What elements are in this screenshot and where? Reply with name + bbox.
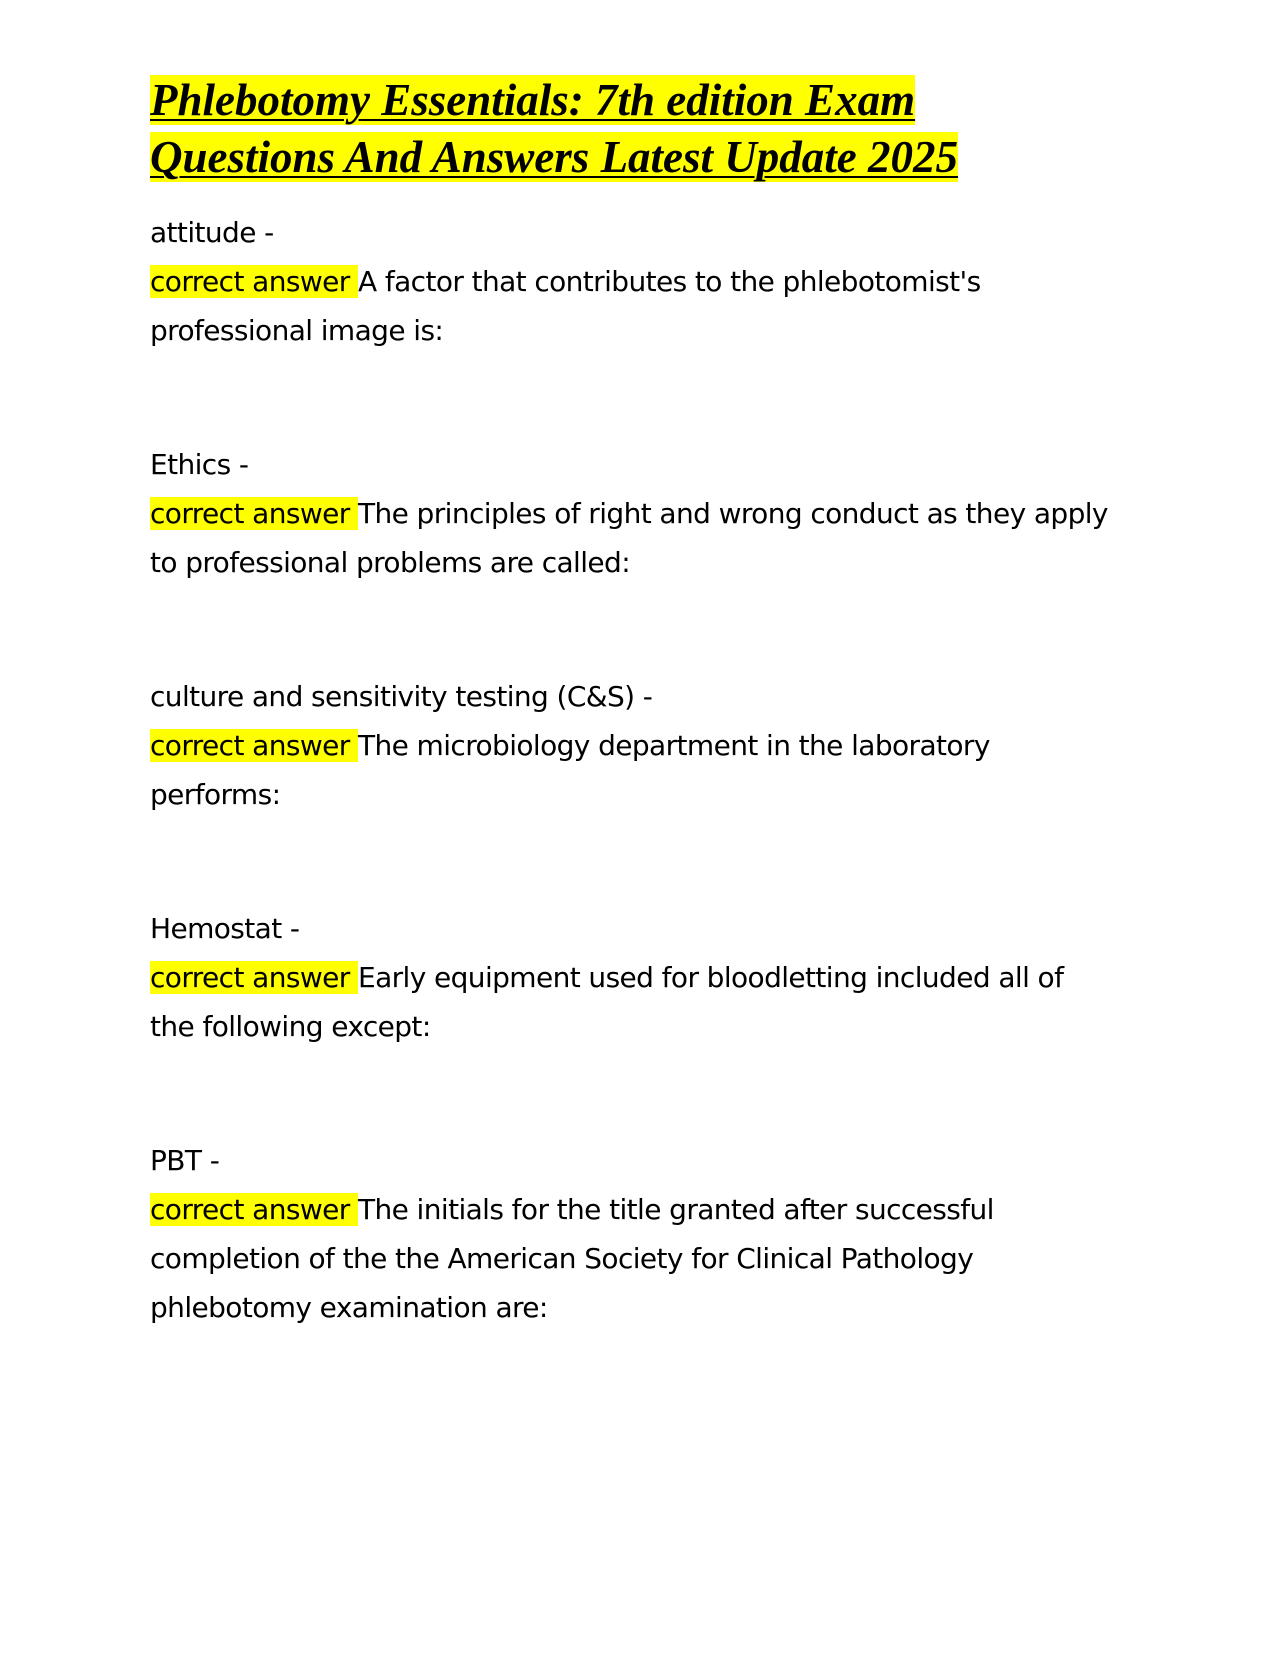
qa-item-pbt	[150, 1136, 1110, 1332]
title-line-2: Questions And Answers Latest Update 2025	[150, 132, 959, 182]
qa-term: Hemostat -	[150, 912, 300, 945]
qa-term: Ethics -	[150, 448, 249, 481]
title-line-1: Phlebotomy Essentials: 7th edition Exam	[150, 75, 916, 125]
qa-term: attitude -	[150, 216, 274, 249]
qa-item-ethics	[150, 440, 1110, 587]
qa-item-hemostat	[150, 904, 1110, 1051]
qa-answer-text: The initials for the title granted after successful completion of the the American Society for Clinical Pathology phlebotomy examination are:	[150, 1193, 994, 1324]
qa-answer	[150, 1185, 1110, 1332]
qa-answer	[150, 257, 1110, 355]
qa-answer-text: The principles of right and wrong conduct as they apply to professional problems are called:	[150, 497, 1108, 579]
qa-term: PBT -	[150, 1144, 220, 1177]
qa-answer	[150, 721, 1110, 819]
qa-answer-text: A factor that contributes to the phlebotomist's professional image is:	[150, 265, 981, 347]
document-title	[150, 72, 1110, 186]
qa-term: culture and sensitivity testing (C&S) -	[150, 680, 653, 713]
correct-answer-label: correct answer	[150, 1193, 358, 1226]
correct-answer-label: correct answer	[150, 497, 358, 530]
correct-answer-label: correct answer	[150, 729, 358, 762]
qa-answer	[150, 953, 1110, 1051]
correct-answer-label: correct answer	[150, 961, 358, 994]
qa-answer	[150, 489, 1110, 587]
qa-answer-text: Early equipment used for bloodletting included all of the following except:	[150, 961, 1064, 1043]
correct-answer-label: correct answer	[150, 265, 358, 298]
qa-answer-text: The microbiology department in the laboratory performs:	[150, 729, 990, 811]
qa-item-attitude	[150, 208, 1110, 355]
qa-item-culture-sensitivity	[150, 672, 1110, 819]
